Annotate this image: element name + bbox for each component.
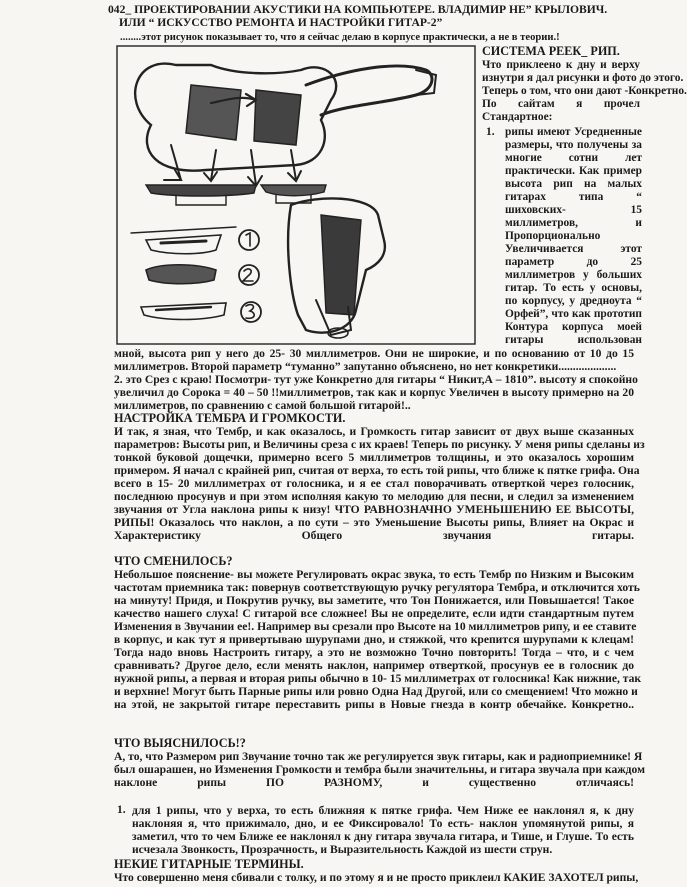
list-item-line: Орфей”, что как прототип: [505, 308, 642, 320]
list-item-line: гитарах типа “: [505, 191, 642, 203]
text-line: миллиметров. Второй параметр “туманно” запутанно объяснено, но нет конкретики....................: [114, 360, 617, 373]
text-line: всего в 15- 20 миллиметрах от голосника, и я ее стал поворачивать отверткой через голосник,: [114, 477, 634, 490]
list-item-line: Увеличивается этот: [505, 243, 642, 255]
text-line: сравнивать? Другое дело, если менять наклон, например отверткой, просунув ее в голосник до: [114, 659, 634, 672]
list-item-line: миллиметров у больших: [505, 269, 642, 281]
text-line: 2. это Срез с краю! Посмотри- тут уже Конкретно для гитары “ Никит,А – 1810”. высоту я спокойно: [114, 373, 638, 386]
list-item-line: наклоняя я, что прижимало, дно, и ее Фиксировало! То есть- наклон упомянутой рипы, я: [132, 817, 634, 830]
list-item-line: Пропорционально: [505, 230, 601, 242]
text-line: на этой, не закрытой гитаре переставить рипы в Новые гнезда в контр обечайке. Конкретно..: [114, 698, 634, 711]
list-item-line: практически. Как пример: [505, 165, 642, 177]
text-line: Характеристику Общего звучания гитары.: [114, 529, 634, 542]
section-heading-changed: ЧТО СМЕНИЛОСЬ?: [114, 554, 233, 568]
text-line: Тогда надо вновь Настроить гитару, а это не возможно Точно повторить! Тогда – что, и с чем: [114, 646, 634, 659]
list-item-line: для 1 рипы, что у верха, то есть ближняя к пятке грифа. Чем Ниже ее наклонял я, к дну: [132, 804, 634, 817]
text-line: миллиметров, по сравнению с самой большой гитарой!..: [114, 399, 411, 412]
text-line: нужной рипы, а первая и вторая рипы обычно в 10- 15 миллиметрах от голосника! Как нижние, так: [114, 672, 642, 685]
list-item-line: рипы имеют Усредненные: [505, 126, 642, 138]
text-line: и верхние! Могут быть Парные рипы или ровно Одна Над Другой, или со смещением! Что можно и: [114, 685, 638, 698]
list-item-line: многие сотни лет: [505, 152, 642, 164]
list-number: 1.: [486, 126, 495, 138]
text-line: И так, я зная, что Тембр, и как оказалось, и Громкость гитар зависит от двух выше сказанных: [114, 425, 634, 438]
right-text-line: Теперь о том, что они дают -Конкретно.: [482, 85, 687, 97]
list-item-line: гитары использован: [505, 334, 642, 346]
text-line: качество нашего слуха! С гитарой все сложнее! Вы не определите, если идти стандартным путем: [114, 607, 634, 620]
list-item-line: высота рип на малых: [505, 178, 642, 190]
text-line: мной, высота рип у него до 25- 30 миллиметров. Они не широкие, и по основанию от 10 до 15: [114, 347, 634, 360]
text-line: в корпус, и как тут я привертываю шурупами дно, и стяжкой, что крепится шурупами к клецам!: [114, 633, 634, 646]
text-line: наклоне рипы ПО РАЗНОМУ, и существенно отличаясь!: [114, 776, 634, 789]
list-number: 1.: [117, 804, 126, 816]
right-text-line: Что приклеено к дну и верху: [482, 59, 640, 71]
list-item-line: миллиметров, и: [505, 217, 642, 229]
doc-subtitle: ........этот рисунок показывает то, что я сейчас делаю в корпусе практически, а не в теории.!: [120, 32, 560, 43]
text-line: был ошарашен, но Изменения Громкости и тембра были значительны, и гитара звучала при каждом: [114, 763, 645, 776]
text-line: увеличил до Сорока = 40 – 50 !!миллиметров, так как и корпус Увеличен в высоту примерно на 20: [114, 386, 634, 399]
list-item-line: исчезала Звонкость, Прозрачность, и Выразительность Каждой из шести струн.: [132, 843, 553, 856]
text-line: на минуту! Придя, и Покрутив ручку, вы заметите, что Тон Понижается, или Повышается! Такое: [114, 594, 634, 607]
list-item-line: Контура корпуса моей: [505, 321, 642, 333]
list-item-line: параметр до 25: [505, 256, 642, 268]
section-heading-found: ЧТО ВЫЯСНИЛОСЬ!?: [114, 736, 246, 750]
text-line: параметров: Высоты рип, и Величины среза с их краев! Теперь по рисунку. У меня рипы сделаны из: [114, 438, 645, 451]
text-line: примером. Я начал с крайней рип, считая от верха, то есть той рипы, что ближе к пятке грифа. Она: [114, 464, 640, 477]
right-text-line: По сайтам я прочел: [482, 98, 640, 110]
right-text-line: Стандартное:: [482, 111, 553, 123]
text-line: последнюю просунув и при этом исполняя какую то мелодию для песни, и следил за изменением: [114, 490, 634, 503]
text-line: РИПЫ! Оказалось что наклон, а по сути – это Уменьшение Высоты рипы, Влияет на Окрас и: [114, 516, 634, 529]
text-line: частотам приемника так: повернув соответствующую ручку регулятора Тембра, и отключится хоть: [114, 581, 640, 594]
text-line: звучания от Угла наклона рипы к низу! ЧТО РАВНОЗНАЧНО УМЕНЬШЕНИЮ ЕЕ ВЫСОТЫ,: [114, 503, 634, 516]
section-heading-timbre: НАСТРОЙКА ТЕМБРА И ГРОМКОСТИ.: [114, 411, 346, 425]
section-heading-terms: НЕКИЕ ГИТАРНЫЕ ТЕРМИНЫ.: [114, 857, 304, 871]
list-item-line: по корпусу, у дредноута “: [505, 295, 642, 307]
list-item-line: гитар. То есть у основы,: [505, 282, 642, 294]
right-text-line: изнутри я дал рисунки и фото до этого.: [482, 72, 684, 84]
text-line: тонкой буковой дощечки, примерно всего 5 миллиметров толщины, и это оказалось хорошим: [114, 451, 634, 464]
list-item-line: заметил, что то чем Ближе ее наклонял к дну гитара звучала гитара, и Тише, и Глуше. То есть: [132, 830, 634, 843]
text-line: Небольшое пояснение- вы можете Регулировать окрас звука, то есть Тембр по Низким и Высоким: [114, 568, 634, 581]
guitar-bracing-drawing: [116, 45, 476, 345]
section-heading-system: СИСТЕМА РЕЕК_ РИП.: [482, 44, 620, 58]
list-item-line: размеры, что получены за: [505, 139, 642, 151]
list-item-line: шиховских- 15: [505, 204, 642, 216]
doc-title-line-2: ИЛИ “ ИСКУССТВО РЕМОНТА И НАСТРОЙКИ ГИТАР-2”: [119, 16, 443, 29]
text-line: А, то, что Размером рип Звучание точно так же регулируется звук гитары, как и радиоприемнике! Я: [114, 750, 643, 763]
doc-title-line-1: 042_ ПРОЕКТИРОВАНИИ АКУСТИКИ НА КОМПЬЮТЕРЕ. ВЛАДИМИР НЕ” КРЫЛОВИЧ.: [108, 3, 608, 16]
text-line: Изменения в Звучании ее!. Например вы срезали про Высоте на 10 миллиметров рипу, и ее ставите: [114, 620, 637, 633]
text-line: Что совершенно меня сбивали с толку, и по этому я и не просто приклеил КАКИЕ ЗАХОТЕЛ рипы,: [114, 871, 639, 884]
